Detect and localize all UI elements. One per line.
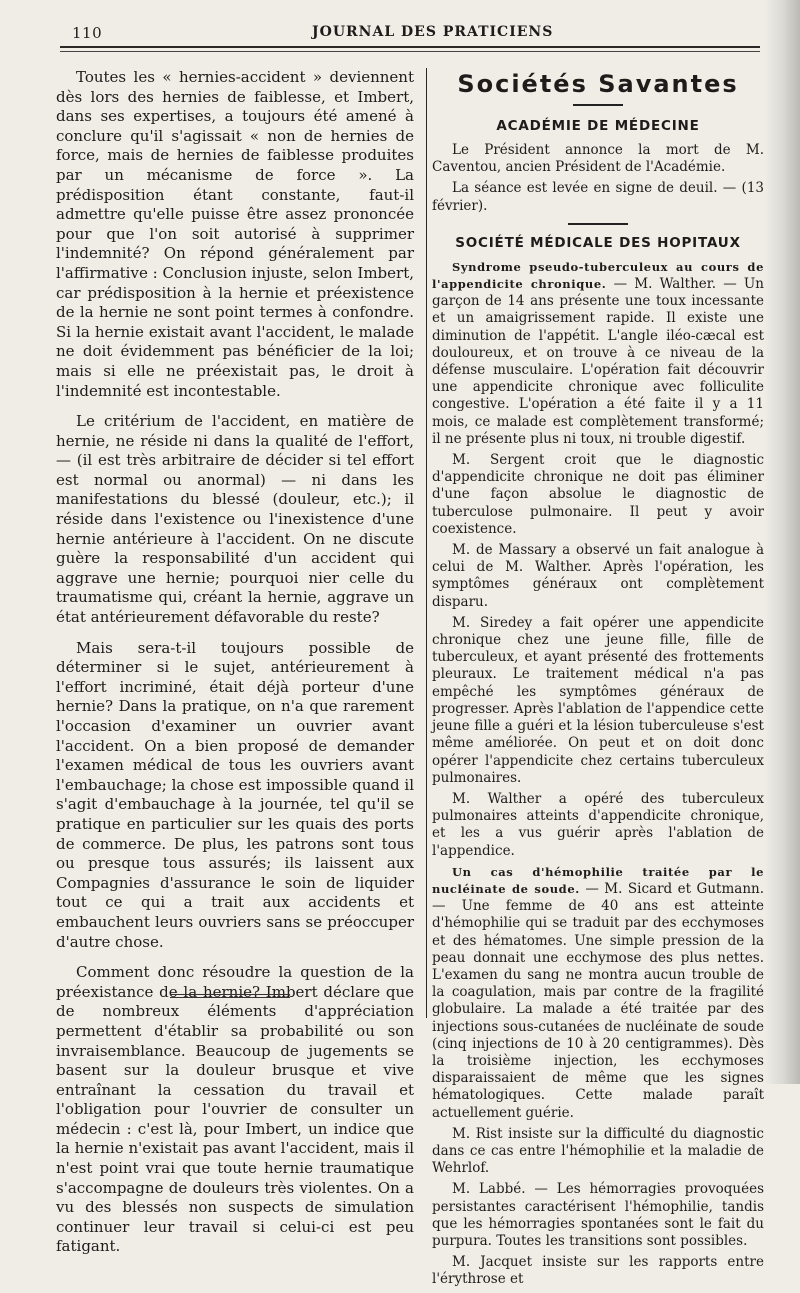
subsection-rule [568, 223, 628, 225]
end-of-article-rule [170, 994, 290, 998]
topic-1-heading: Syndrome pseudo-tuberculeux au cours de l'appendicite chronique. [432, 259, 764, 292]
topic-1-body: — M. Walther. — Un garçon de 14 ans présente une toux incessante et un amaigrissement rapide. Il existe une diminution de l'appétit. L'angle iléo-cæcal est douloureux, et on trouve à ce niveau de la défense musculaire. L'opération fait découvrir une appendicite chronique avec folliculite congestive. L'opération a été faite il y a 11 mois, ce malade est complètement transformé; il ne présente plus ni toux, ni trouble digestif. [432, 276, 764, 447]
page-header [0, 18, 800, 58]
topic-2-paragraph [432, 864, 764, 1122]
left-paragraph-3: Mais sera-t-il toujours possible de déterminer si le sujet, antérieurement à l'effort incriminé, était déjà porteur d'une hernie? Dans la pratique, on n'a que rarement l'occasion d'examiner un ouvrier avant l'accident. On a bien proposé de demander l'examen médical de tous les ouvriers avant l'embauchage; la chose est impossible quand il s'agit d'embauchage à la journée, tel qu'il se pratique en particulier sur les quais des ports de commerce. De plus, les patrons sont tous ou presque tous assurés; ils laissent aux Compagnies d'assurance le soin de liquider tout ce qui a trait aux accidents et embauchent leurs ouvriers sans se préoccuper d'autre chose. [56, 638, 414, 951]
societe-heading: SOCIÉTÉ MÉDICALE DES HOPITAUX [455, 234, 741, 251]
left-column [56, 68, 414, 1268]
societe-paragraph-5: M. Rist insiste sur la difficulté du diagnostic dans ce cas entre l'hémophilie et la maladie de Wehrlof. [432, 1125, 764, 1177]
societe-paragraph-2: M. de Massary a observé un fait analogue à celui de M. Walther. Après l'opération, les symptômes généraux ont complètement disparu. [432, 542, 764, 610]
academie-paragraph-1: Le Président annonce la mort de M. Caventou, ancien Président de l'Académie. [432, 142, 764, 176]
topic-2-heading: Un cas d'hémophilie traitée par le nucléinate de soude. [432, 864, 764, 896]
column-divider [426, 68, 427, 1018]
left-paragraph-4: Comment donc résoudre la question de la préexistance de la hernie? Imbert déclare que de nombreux éléments d'appréciation permettent d'établir sa probabilité ou son invraisemblance. Beaucoup de jugements se basent sur la douleur brusque et vive entraînant la cessation du travail et l'obligation pour l'ouvrier de consulter un médecin : c'est là, pour Imbert, un indice que la hernie n'existait pas avant l'accident, mais il n'est point vrai que toute hernie traumatique s'accompagne de douleurs très violentes. On a vu des blessés non suspects de simulation continuer leur travail si celui-ci est peu fatigant. [56, 963, 414, 1256]
topic-2-body: — M. Sicard et Gutmann. — Une femme de 40 ans est atteinte d'hémophilie qui se traduit par des ecchymoses et des hématomes. Une simple pression de la peau donnait une ecchymose des plus nettes. L'examen du sang ne montra aucun trouble de la coagulation, mais par contre de la fragilité globulaire. La malade a été traitée par des injections sous-cutanées de nucléinate de soude (cinq injections de 10 à 20 centigrammes). Dès la troisième injection, les ecchymoses disparaissaient de même que les signes hématologiques. Cette malade paraît actuellement guérie. [432, 880, 764, 1121]
academie-paragraph-2: La séance est levée en signe de deuil. — (13 février). [432, 180, 764, 214]
page-number: 110 [72, 24, 103, 42]
header-rule-thin [60, 51, 760, 52]
societe-paragraph-1: M. Sergent croit que le diagnostic d'appendicite chronique ne doit pas éliminer d'une façon absolue le diagnostic de tuberculose pulmonaire. Il peut y avoir coexistence. [432, 452, 764, 537]
header-rule [60, 46, 760, 48]
academie-heading: ACADÉMIE DE MÉDECINE [496, 118, 700, 134]
section-title: Sociétés Savantes [457, 70, 739, 98]
journal-title: JOURNAL DES PRATICIENS [312, 24, 554, 40]
societe-paragraph-4: M. Walther a opéré des tuberculeux pulmonaires atteints d'appendicite chronique, et les a vus guérir après l'ablation de l'appendice. [432, 790, 764, 859]
topic-1-paragraph [432, 259, 764, 448]
left-paragraph-1: Toutes les « hernies-accident » deviennent dès lors des hernies de faiblesse, et Imbert, dans ses expertises, a toujours été amené à conclure qu'il s'agissait « non de hernies de force, mais de hernies de faiblesse produites par un mécanisme de force ». La prédisposition étant constante, faut-il admettre qu'elle puisse être assez prononcée pour que l'on soit autorisé à supprimer l'indemnité? On répond généralement par l'affirmative : Conclusion injuste, selon Imbert, car prédisposition à la hernie et préexistence de la hernie ne sont point termes à confondre. Si la hernie existait avant l'accident, le malade ne doit évidemment pas bénéficier de la loi; mais si elle ne préexistait pas, le droit à l'indemnité est incontestable. [56, 68, 414, 400]
societe-paragraph-6: M. Labbé. — Les hémorragies provoquées persistantes caractérisent l'hémophilie, tandis que les hémorragies spontanées sont le fait du purpura. Toutes les transitions sont possibles. [432, 1181, 764, 1249]
societe-paragraph-7: M. Jacquet insiste sur les rapports entre l'érythrose et [432, 1254, 764, 1288]
societe-paragraph-3: M. Siredey a fait opérer une appendicite chronique chez une jeune fille, fille de tuberculeux, et ayant présenté des frottements pleuraux. Le traitement médical n'a pas empêché les symptômes généraux de progresser. Après l'ablation de l'appendice cette jeune fille a guéri et la lésion tuberculeuse s'est même améliorée. On peut et on doit donc opérer l'appendicite chez certains tuberculeux pulmonaires. [432, 614, 764, 786]
page-edge-shadow [764, 0, 800, 1084]
right-column [432, 68, 764, 1293]
left-paragraph-2: Le critérium de l'accident, en matière de hernie, ne réside ni dans la qualité de l'effort, — (il est très arbitraire de décider si tel effort est normal ou anormal) — ni dans les manifestations du blessé (douleur, etc.); il réside dans l'existence ou l'inexistence d'une hernie antérieure à l'accident. On ne discute guère la responsabilité d'un accident qui aggrave une hernie; pourquoi nier celle du traumatisme qui, créant la hernie, aggrave un état antérieurement défavorable du reste? [56, 412, 414, 627]
section-title-rule [573, 104, 623, 106]
